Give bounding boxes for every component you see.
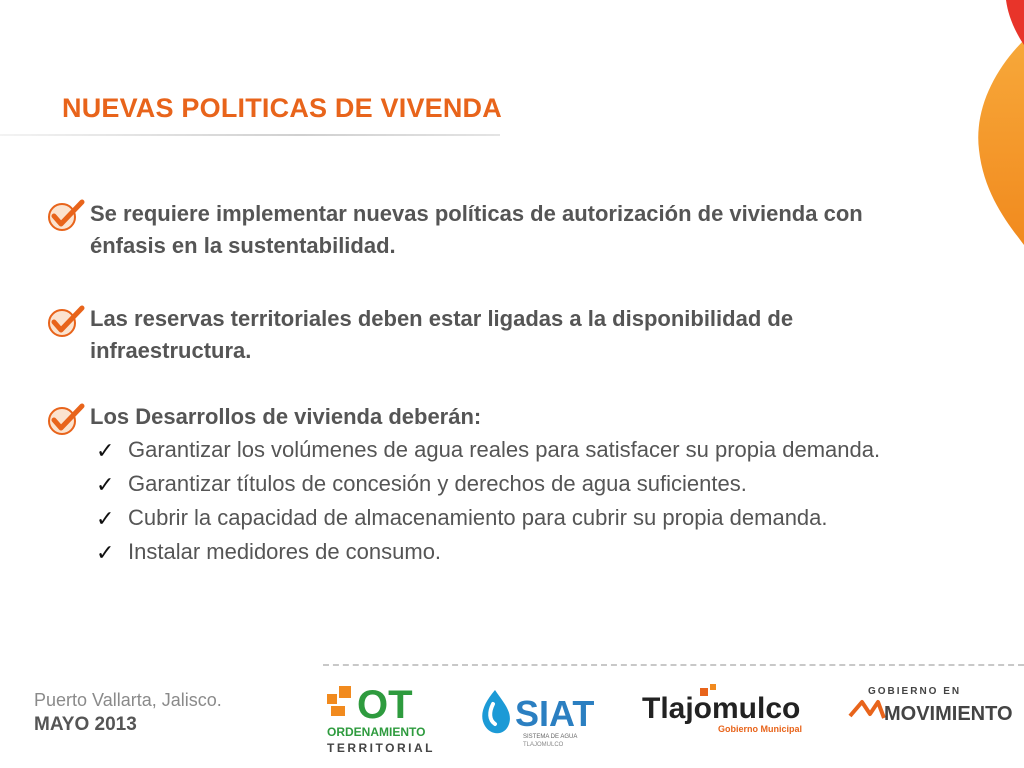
footer-divider: [323, 664, 1024, 666]
bullet-housing-developments: Los Desarrollos de vivienda deberán:: [90, 404, 482, 429]
footer-date: MAYO 2013: [34, 714, 137, 735]
title-divider: [0, 134, 500, 136]
gobierno-en-movimiento-logo: [848, 680, 1013, 730]
list-item-text: Cubrir la capacidad de almacenamiento para cubrir su propia demanda.: [128, 505, 828, 530]
list-item: [92, 505, 912, 531]
tlajomulco-name: Tlajomulco: [642, 692, 801, 725]
ordenamiento-territorial-logo: [323, 680, 443, 756]
siat-name: SIAT: [515, 693, 595, 734]
list-item-text: Garantizar los volúmenes de agua reales para satisfacer su propia demanda.: [128, 437, 881, 462]
siat-line2: TLAJOMULCO: [523, 742, 564, 748]
bullet-sustainability: Se requiere implementar nuevas políticas de autorización de vivienda con énfasis en la sustentabilidad.: [90, 201, 863, 258]
check-mark-icon: ✓: [96, 473, 115, 498]
ot-mark: OT: [357, 683, 413, 727]
list-item: [92, 539, 912, 565]
checkbox-check-icon: [46, 198, 86, 232]
ot-line1: ORDENAMIENTO: [327, 725, 426, 739]
gobierno-line2: MOVIMIENTO: [884, 703, 1013, 725]
check-mark-icon: ✓: [96, 439, 115, 464]
list-item: [92, 437, 912, 463]
list-item-text: Instalar medidores de consumo.: [128, 539, 442, 564]
tlajomulco-logo: [640, 680, 810, 740]
requirements-list: [92, 437, 912, 573]
slide-title: NUEVAS POLITICAS DE VIVENDA: [62, 93, 502, 123]
flame-decoration-icon: [934, 0, 1024, 260]
checkbox-check-icon: [46, 304, 86, 338]
check-mark-icon: ✓: [96, 541, 115, 566]
list-item: [92, 471, 912, 497]
check-mark-icon: ✓: [96, 507, 115, 532]
bullet-territorial-reserves: Las reservas territoriales deben estar ligadas a la disponibilidad de infraestructura.: [90, 306, 794, 363]
siat-line1: SISTEMA DE AGUA: [523, 734, 578, 740]
checkbox-check-icon: [46, 402, 86, 436]
siat-logo: [473, 680, 608, 750]
gobierno-line1: GOBIERNO EN: [868, 686, 962, 697]
list-item-text: Garantizar títulos de concesión y derechos de agua suficientes.: [128, 471, 747, 496]
ot-line2: TERRITORIAL: [327, 741, 435, 755]
tlajomulco-tagline: Gobierno Municipal: [718, 724, 803, 734]
footer-location: Puerto Vallarta, Jalisco.: [34, 690, 222, 710]
